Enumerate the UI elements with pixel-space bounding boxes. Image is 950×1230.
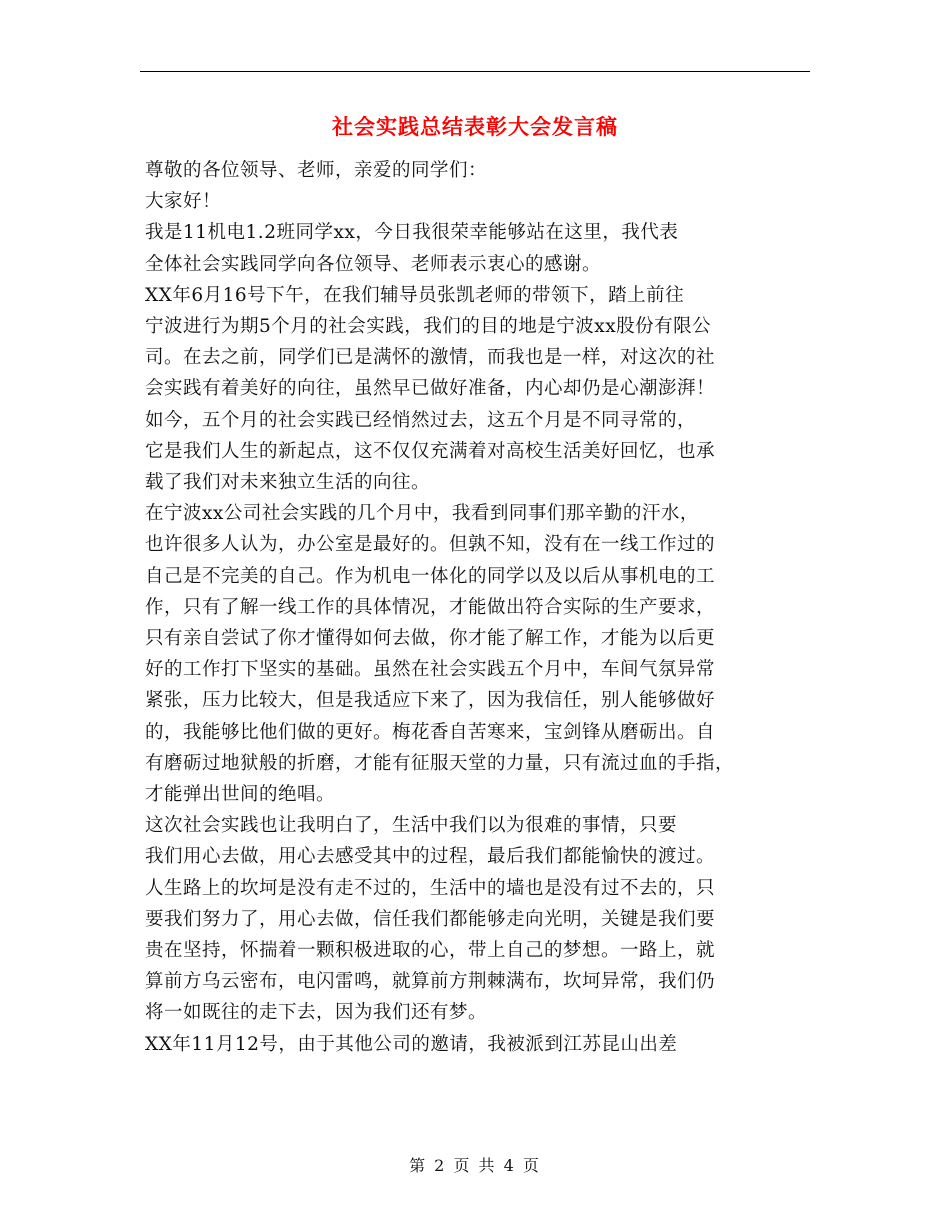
paragraph-salutation: 尊敬的各位领导、老师，亲爱的同学们： bbox=[145, 160, 488, 181]
document-title: 社会实践总结表彰大会发言稿 bbox=[332, 114, 618, 139]
paragraph-work-experience: 在宁波xx公司社会实践的几个月中，我看到同事们那辛勤的汗水， 也许很多人认为，办公室是最好的。但孰不知，没有在一线工作过的 自己是不完美的自己。作为机电一体化的同学以及以后从事机电的工 作，只有了解一线工作的具体情况，才能做出符合实际的生产要求， 只有亲自尝试了你才懂得如何去做，你才能了解工作，才能为以后更 好的工作打下坚实的基础。虽然在社会实践五个月中，车间气氛异常 紧张，压力比较大，但是我适应下来了，因为我信任，别人能够做好 的，我能够比他们做的更好。梅花香自苦寒来，宝剑锋从磨砺出。自 有磨砺过地狱般的折磨，才能有征服天堂的力量，只有流过血的手指， 才能弹出世间的绝唱。 bbox=[145, 503, 735, 806]
paragraph-reflection: 如今，五个月的社会实践已经悄然过去，这五个月是不同寻常的， 它是我们人生的新起点，这不仅仅充满着对高校生活美好回忆，也承 载了我们对未来独立生活的向往。 bbox=[145, 409, 716, 494]
paragraph-business-trip: XX年11月12号，由于其他公司的邀请，我被派到江苏昆山出差 bbox=[145, 1033, 678, 1055]
paragraph-practice-start: XX年6月16号下午，在我们辅导员张凯老师的带领下，踏上前往 宁波进行为期5个月的社会实践，我们的目的地是宁波xx股份有限公 司。在去之前，同学们已是满怀的激情，而我也是一样，对这次的社 会实践有着美好的向往，虽然早已做好准备，内心却仍是心潮澎湃！ bbox=[145, 284, 716, 400]
header-rule bbox=[140, 71, 810, 72]
paragraph-introduction: 我是11机电1.2班同学xx，今日我很荣幸能够站在这里，我代表 全体社会实践同学向各位领导、老师表示衷心的感谢。 bbox=[145, 222, 679, 275]
document-body bbox=[145, 155, 815, 1060]
page-number-footer: 第 2 页 共 4 页 bbox=[409, 1156, 541, 1175]
paragraph-lessons: 这次社会实践也让我明白了，生活中我们以为很难的事情，只要 我们用心去做，用心去感受其中的过程，最后我们都能愉快的渡过。 人生路上的坎坷是没有走不过的，生活中的墙也是没有过不去的，只 要我们努力了，用心去做，信任我们都能够走向光明，关键是我们要 贵在坚持，怀揣着一颗积极进取的心，带上自己的梦想。一路上，就 算前方乌云密布，电闪雷鸣，就算前方荆棘满布，坎坷异常，我们仍 将一如既往的走下去，因为我们还有梦。 bbox=[145, 815, 716, 1024]
paragraph-greeting: 大家好！ bbox=[145, 191, 222, 213]
